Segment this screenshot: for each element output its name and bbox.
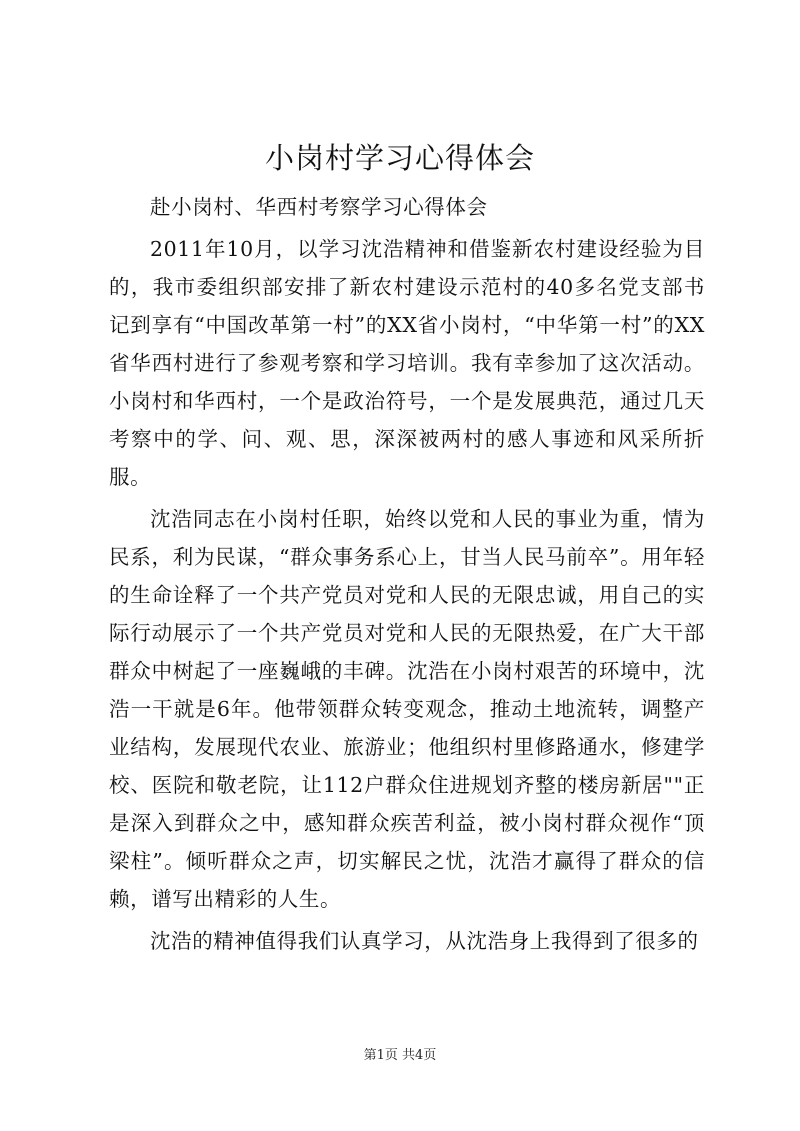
document-title: 小岗村学习心得体会 bbox=[264, 141, 535, 175]
subtitle-paragraph: 赴小岗村、华西村考察学习心得体会 bbox=[150, 195, 488, 219]
body-paragraph: 2011年10月，以学习沈浩精神和借鉴新农村建设经验为目的，我市委组织部安排了新农村建设示范村的40多名党支部书记到享有“中国改革第一村”的XX省小岗村，“中华第一村”的XX省华西村进行了参观考察和学习培训。我有幸参加了这次活动。小岗村和华西村，一个是政治符号，一个是发展典范，通过几天考察中的学、问、观、思，深深被两村的感人事迹和风采所折服。 bbox=[109, 237, 705, 489]
document-body bbox=[109, 188, 705, 964]
page-number-footer: 第1页 共4页 bbox=[363, 1048, 437, 1063]
body-paragraph: 沈浩同志在小岗村任职，始终以党和人民的事业为重，情为民系，利为民谋，“群众事务系心上，甘当人民马前卒”。用年轻的生命诠释了一个共产党员对党和人民的无限忠诚，用自己的实际行动展示了一个共产党员对党和人民的无限热爱，在广大干部群众中树起了一座巍峨的丰碑。沈浩在小岗村艰苦的环境中，沈浩一干就是6年。他带领群众转变观念，推动土地流转，调整产业结构，发展现代农业、旅游业；他组织村里修路通水，修建学校、医院和敬老院，让112户群众住进规划齐整的楼房新居""正是深入到群众之中，感知群众疾苦利益，被小岗村群众视作“顶梁柱”。倾听群众之声，切实解民之忧，沈浩才赢得了群众的信赖，谱写出精彩的人生。 bbox=[109, 507, 705, 911]
body-paragraph: 沈浩的精神值得我们认真学习，从沈浩身上我得到了很多的 bbox=[150, 929, 699, 953]
